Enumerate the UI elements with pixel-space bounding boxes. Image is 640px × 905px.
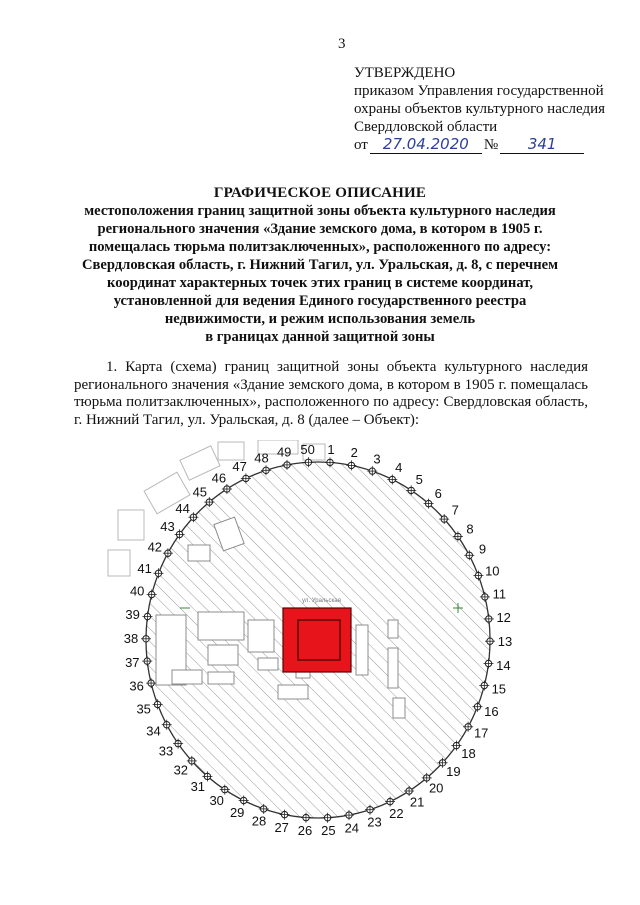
boundary-point-label: 8	[466, 521, 474, 537]
title-line: недвижимости, и режим использования земель	[164, 311, 476, 327]
heritage-object	[283, 608, 351, 672]
approval-stamp	[354, 64, 624, 154]
boundary-point-label: 11	[492, 586, 507, 602]
approval-line: Свердловской области	[354, 119, 498, 135]
boundary-point-label: 16	[484, 704, 499, 719]
approval-number-field	[500, 136, 584, 154]
from-label: от	[354, 137, 368, 153]
title-line: Свердловская область, г. Нижний Тагил, ул. Уральская, д. 8, с перечнем	[81, 257, 559, 273]
boundary-point-label: 36	[129, 678, 144, 694]
boundary-point-label: 50	[300, 441, 315, 457]
boundary-point-label: 2	[350, 445, 358, 461]
boundary-point-label: 37	[125, 655, 140, 671]
approval-date-row	[354, 136, 624, 154]
approval-line: охраны объектов культурного наследия	[354, 101, 606, 117]
boundary-point-label: 42	[147, 539, 163, 555]
boundary-point-label: 35	[136, 701, 151, 717]
approval-heading: УТВЕРЖДЕНО	[354, 65, 456, 81]
boundary-point-label: 31	[190, 778, 206, 794]
title-line: координат характерных точек этих границ в системе координат,	[107, 275, 533, 291]
paragraph-line: регионального значения «Здание земского дома, в котором в 1905 г. помещалась	[74, 376, 588, 393]
boundary-point-label: 1	[327, 442, 335, 457]
title-line: регионального значения «Здание земского дома, в котором в 1905 г.	[97, 221, 543, 237]
paragraph-line: тюрьма политзаключенных», расположенного по адресу: Свердловская область,	[74, 394, 588, 411]
boundary-point-label: 23	[367, 814, 382, 830]
body-paragraph	[74, 359, 588, 429]
boundary-point-label: 25	[321, 823, 336, 839]
number-label: №	[483, 137, 499, 153]
boundary-point-label: 21	[409, 794, 425, 810]
boundary-point-label: 13	[497, 633, 513, 649]
boundary-point-label: 27	[274, 819, 289, 835]
protection-zone-map	[88, 440, 548, 840]
boundary-point-label: 30	[209, 793, 224, 808]
title-line: помещалась тюрьма политзаключенных», расположенного по адресу:	[88, 239, 552, 255]
boundary-point-label: 48	[254, 450, 269, 466]
street-label: ул. Уральская	[302, 598, 341, 604]
paragraph-line: 1. Карта (схема) границ защитной зоны объекта культурного наследия	[106, 359, 588, 375]
document-title	[50, 184, 590, 346]
boundary-point-label: 38	[123, 631, 139, 647]
boundary-point-label: 40	[129, 583, 145, 599]
boundary-point-label: 14	[496, 657, 511, 673]
title-line: установленной для ведения Единого государственного реестра	[113, 293, 527, 309]
boundary-point-label: 33	[158, 743, 174, 759]
boundary-point-label: 34	[146, 723, 161, 739]
boundary-point-label: 49	[276, 444, 292, 460]
boundary-point-label: 22	[389, 805, 404, 821]
approval-date: 27.04.2020	[382, 135, 469, 153]
boundary-point-label: 7	[451, 502, 459, 518]
page-number: 3	[338, 36, 346, 52]
approval-date-field	[370, 136, 482, 154]
boundary-point-label: 47	[232, 459, 247, 475]
paragraph-line: г. Нижний Тагил, ул. Уральская, д. 8 (далее – Объект):	[74, 411, 420, 428]
boundary-point-label: 46	[211, 470, 227, 486]
boundary-point-label: 3	[373, 451, 381, 467]
boundary-point-label: 45	[192, 484, 208, 500]
title-line: местоположения границ защитной зоны объекта культурного наследия	[84, 203, 556, 219]
approval-line: приказом Управления государственной	[354, 83, 604, 99]
boundary-point-label: 43	[160, 519, 175, 535]
boundary-point-label: 10	[485, 563, 500, 579]
boundary-point-label: 41	[137, 561, 152, 576]
boundary-point-label: 44	[175, 500, 190, 516]
boundary-point-label: 19	[446, 764, 461, 780]
boundary-point-label: 26	[297, 823, 313, 838]
map-svg	[88, 440, 548, 840]
boundary-point-label: 18	[461, 745, 476, 761]
title-line: в границах данной защитной зоны	[205, 329, 435, 345]
approval-number: 341	[527, 135, 557, 153]
title-heading: ГРАФИЧЕСКОЕ ОПИСАНИЕ	[213, 185, 427, 201]
boundary-point-label: 9	[478, 541, 487, 557]
boundary-point-label: 12	[496, 609, 511, 625]
boundary-point-label: 39	[125, 607, 140, 623]
boundary-point-label: 24	[344, 820, 360, 836]
boundary-point-label: 4	[395, 460, 403, 476]
boundary-point-label: 32	[173, 762, 189, 778]
boundary-point-label: 28	[251, 813, 267, 829]
boundary-point-label: 15	[491, 681, 507, 697]
boundary-point-label: 17	[473, 725, 489, 741]
boundary-point-label: 29	[229, 804, 245, 820]
boundary-point-label: 5	[415, 472, 423, 487]
boundary-point-label: 20	[428, 780, 444, 796]
boundary-point-label: 6	[434, 486, 442, 502]
